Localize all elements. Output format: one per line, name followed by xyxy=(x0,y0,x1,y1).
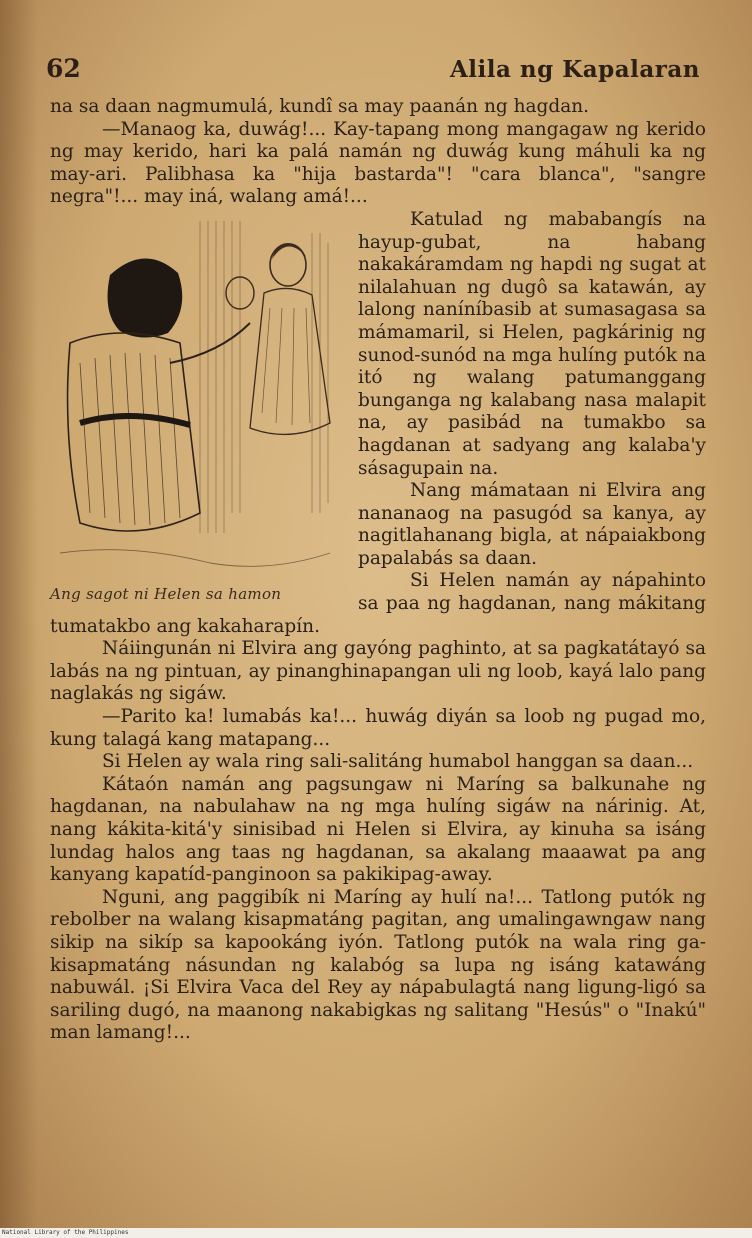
paragraph: Nang mámataan ni Elvira ang nananaog na pasugód sa kanya, ay nagitlahanang bigla, at nápaiakbong papalabás sa daan. xyxy=(358,480,706,569)
page-shadow-edge xyxy=(0,0,38,1228)
paragraph: Katulad ng mababangís na hayup-gubat, na habang nakakáramdam ng hapdi ng sugat at nilalahuan ng dugô sa katawán, ay lalong naníníbasib at sumasagasa sa mámamaril, si Helen, pagkárinig ng sunod-sunód na mga hulíng putók na itó ng walang patumanggang bunganga ng kalabang nasa malapit na, ay pasibád na tumakbo sa hagdanan at sadyang ang kalaba'y sásagupain na. xyxy=(358,208,706,479)
page-header xyxy=(46,52,700,86)
illustration xyxy=(50,213,346,606)
running-title: Alila ng Kapalaran xyxy=(449,56,700,83)
illustration-drawing xyxy=(50,213,346,606)
paragraph: Náiingunán ni Elvira ang gayóng paghinto, at sa pagkatátayó sa labás na ng pintuan, ay pinanghinapangan uli ng loob, kayá lalo pang naglakás ng sigáw. xyxy=(50,638,706,705)
paragraph: —Manaog ka, duwág!... Kay-tapang mong mangagaw ng kerido ng may kerido, hari ka palá namán ng duwág kung máhuli ka ng may-ari. Palibhasa ka "hija bastarda"! "cara blanca", "sangre negra"!... may iná, walang amá!... xyxy=(50,118,706,208)
body-text xyxy=(50,96,706,1045)
library-footer: National Library of the Philippines xyxy=(0,1228,752,1238)
paragraph: na sa daan nagmumulá, kundî sa may paanán ng hagdan. xyxy=(50,96,590,117)
page-number: 62 xyxy=(46,54,81,83)
paragraph: Si Helen ay wala ring sali-salitáng humabol hanggan sa daan... xyxy=(102,751,694,773)
paragraph: Si Helen namán ay nápahinto sa paa ng hagdanan, nang mákitang tumatakbo ang kakaharapín. xyxy=(50,570,706,637)
paragraph: Nguni, ang paggibík ni Maríng ay hulí na!... Tatlong putók ng rebolber na walang kisapmatáng pagitan, ang umalingawngaw nang sikip na sikíp sa kapookáng iyón. Tatlong putók na wala ring ga-kisapmatáng násundan ng kalabóg sa lupa ng isáng katawáng nabuwál. ¡Si Elvira Vaca del Rey ay nápabulagtá nang ligung-ligó sa sariling dugó, na maanong nakabigkas ng salitang "Hesús" o "Inakú" man lamang!... xyxy=(50,886,706,1044)
paragraph: —Parito ka! lumabás ka!... huwág diyán sa loob ng pugad mo, kung talagá kang matapang... xyxy=(50,706,706,750)
figure-caption: Ang sagot ni Helen sa hamon xyxy=(50,585,282,604)
paragraph: Kátaón namán ang pagsungaw ni Maríng sa balkunahe ng hagdanan, na nabulahaw na ng mga hulíng sigáw na nárinig. At, nang kákita-kitá'y sinisibad ni Helen si Elvira, ay kinuha sa isáng lundag halos ang taas ng hagdanan, sa akalang maaawat pa ang kanyang kapatíd-panginoon sa pakikipag-away. xyxy=(50,773,706,886)
